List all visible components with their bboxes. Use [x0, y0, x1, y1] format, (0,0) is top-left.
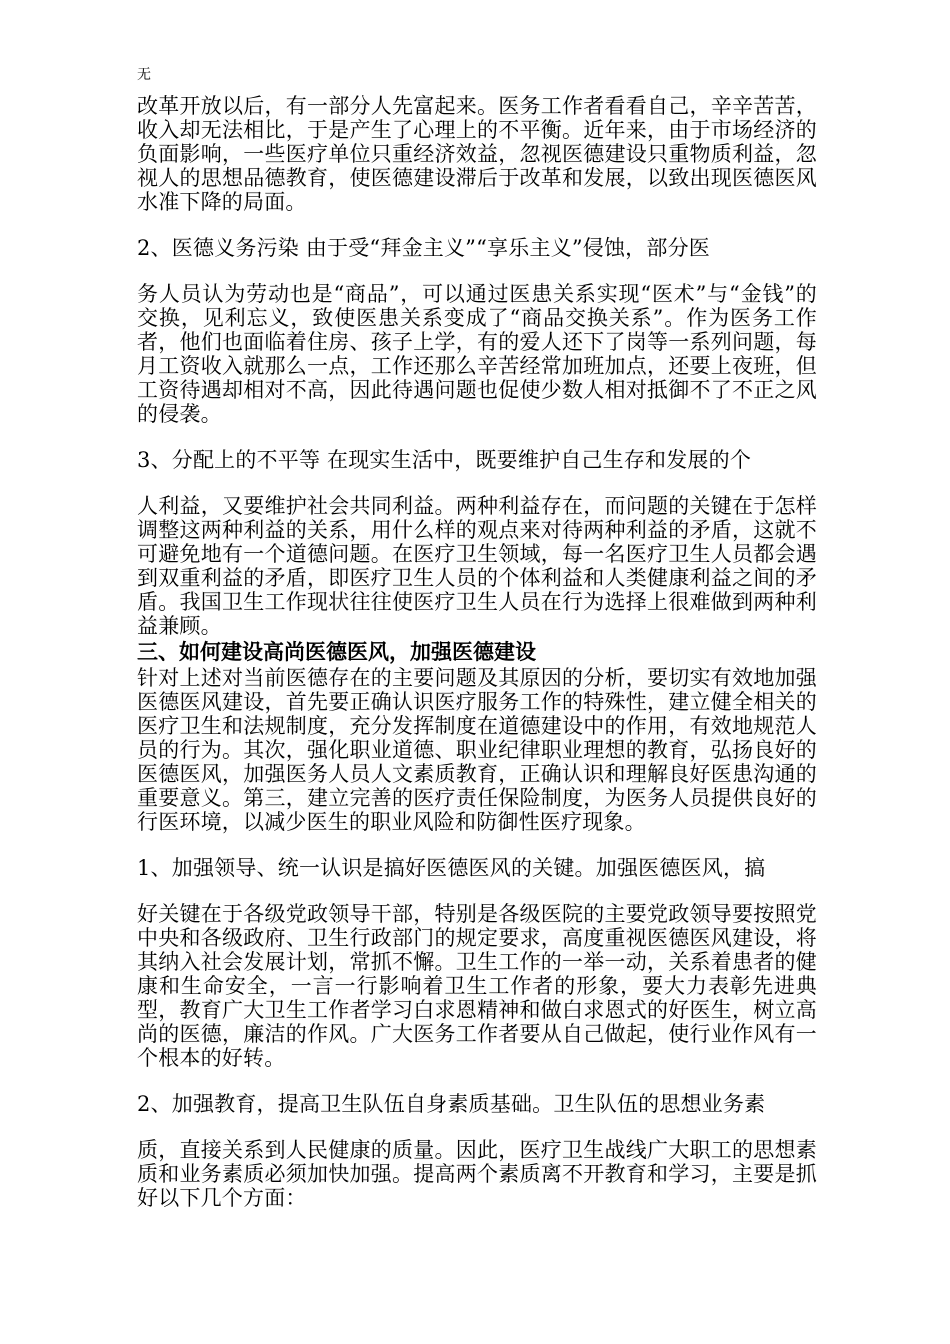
paragraph-2-lead: 2、医德义务污染 由于受“拜金主义”“享乐主义”侵蚀，部分医: [137, 236, 710, 260]
paragraph-6-lead: 2、加强教育，提高卫生队伍自身素质基础。卫生队伍的思想业务素: [137, 1092, 766, 1116]
document-page: [137, 66, 817, 1210]
paragraph-4: 针对上述对当前医德存在的主要问题及其原因的分析，要切实有效地加强医德医风建设，首先要正确认识医疗服务工作的特殊性，建立健全相关的医疗卫生和法规制度，充分发挥制度在道德建设中的作用，有效地规范人员的行为。其次，强化职业道德、职业纪律职业理想的教育，弘扬良好的医德医风，加强医务人员人文素质教育，正确认识和理解良好医患沟通的重要意义。第三，建立完善的医疗责任保险制度，为医务人员提供良好的行医环境，以减少医生的职业风险和防御性医疗现象。: [137, 666, 817, 834]
paragraph-1: 改革开放以后，有一部分人先富起来。医务工作者看看自己，辛辛苦苦，收入却无法相比，于是产生了心理上的不平衡。近年来，由于市场经济的负面影响，一些医疗单位只重经济效益，忽视医德建设只重物质利益，忽视人的思想品德教育，使医德建设滞后于改革和发展，以致出现医德医风水准下降的局面。: [137, 94, 817, 214]
paragraph-6-body: 质，直接关系到人民健康的质量。因此，医疗卫生战线广大职工的思想素质和业务素质必须加快加强。提高两个素质离不开教育和学习，主要是抓好以下几个方面：: [137, 1138, 817, 1210]
paragraph-2-body: 务人员认为劳动也是“商品”，可以通过医患关系实现“医术”与“金钱”的交换，见利忘义，致使医患关系变成了“商品交换关系”。作为医务工作者，他们也面临着住房、孩子上学，有的爱人还下了岗等一系列问题，每月工资收入就那么一点，工作还那么辛苦经常加班加点，还要上夜班，但工资待遇却相对不高，因此待遇问题也促使少数人相对抵御不了不正之风的侵袭。: [137, 282, 817, 426]
header-mark: 无: [137, 67, 151, 83]
paragraph-5-body: 好关键在于各级党政领导干部，特别是各级医院的主要党政领导要按照党中央和各级政府、卫生行政部门的规定要求，高度重视医德医风建设，将其纳入社会发展计划，常抓不懈。卫生工作的一举一动，关系着患者的健康和生命安全，一言一行影响着卫生工作者的形象，要大力表彰先进典型，教育广大卫生工作者学习白求恩精神和做白求恩式的好医生，树立高尚的医德，廉洁的作风。广大医务工作者要从自己做起，使行业作风有一个根本的好转。: [137, 902, 817, 1070]
paragraph-5-lead: 1、加强领导、统一认识是搞好医德医风的关键。加强医德医风，搞: [137, 856, 766, 880]
section-heading: 三、如何建设高尚医德医风，加强医德建设: [137, 639, 536, 664]
paragraph-3-lead: 3、分配上的不平等 在现实生活中，既要维护自己生存和发展的个: [137, 448, 752, 472]
paragraph-3-body: 人利益，又要维护社会共同利益。两种利益存在，而问题的关键在于怎样调整这两种利益的关系，用什么样的观点来对待两种利益的矛盾，这就不可避免地有一个道德问题。在医疗卫生领域，每一名医疗卫生人员都会遇到双重利益的矛盾，即医疗卫生人员的个体利益和人类健康利益之间的矛盾。我国卫生工作现状往往使医疗卫生人员在行为选择上很难做到两种利益兼顾。: [137, 494, 817, 638]
